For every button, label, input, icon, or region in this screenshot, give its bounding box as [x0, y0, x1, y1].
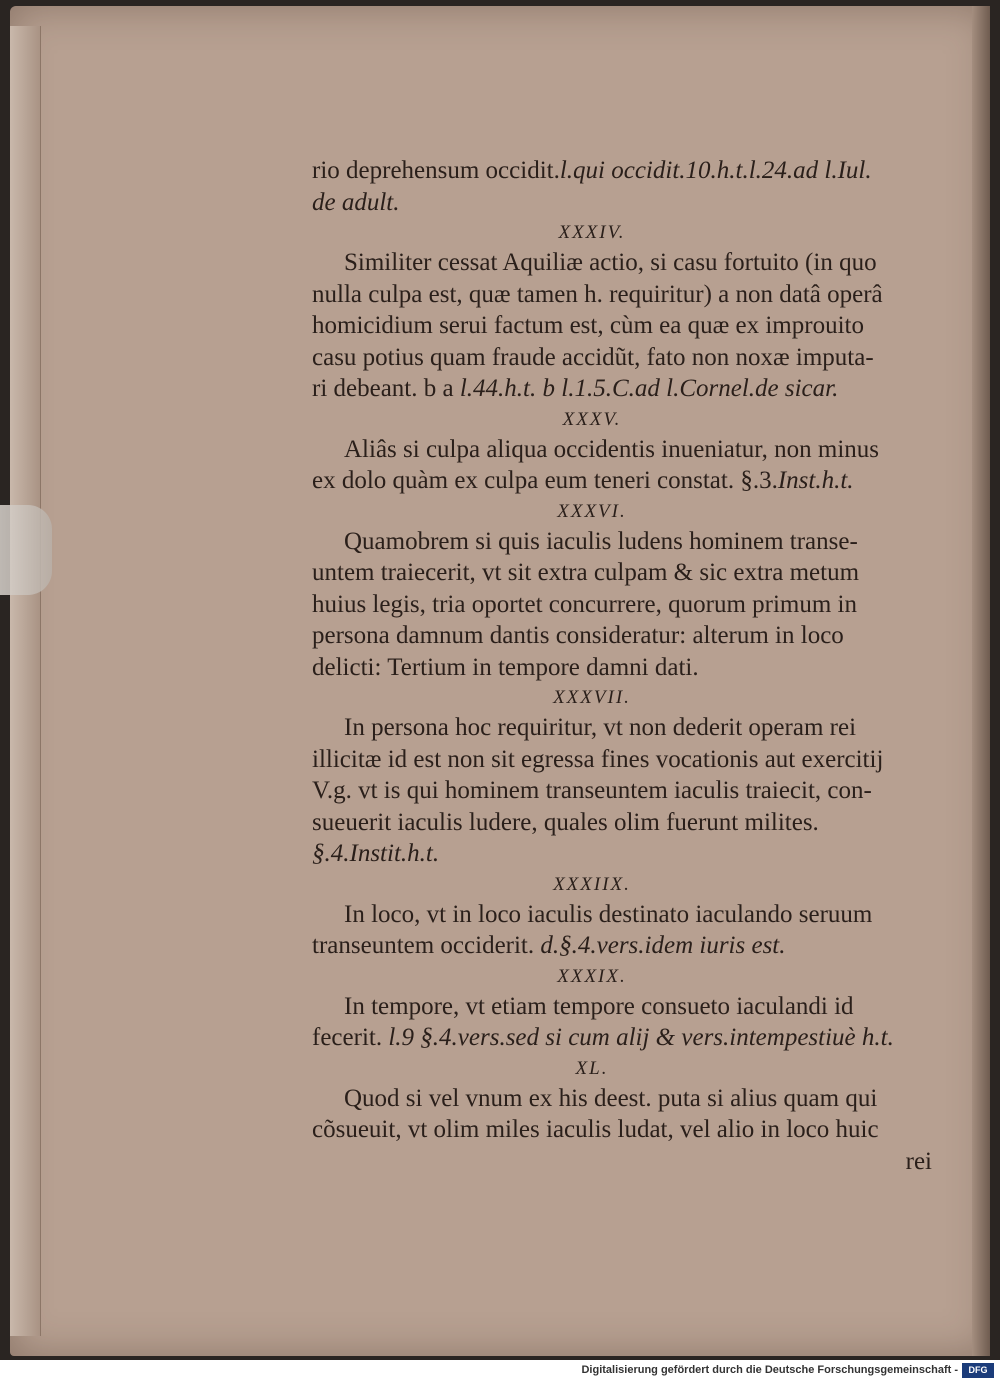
dfg-logo-icon: DFG: [962, 1363, 994, 1378]
text-line: transeuntem occiderit. d.§.4.vers.idem iuris est.: [312, 932, 786, 959]
text-line: Quamobrem si quis iaculis ludens hominem transe-: [344, 527, 858, 555]
text-line: Quod si vel vnum ex his deest. puta si alius quam qui: [344, 1084, 878, 1112]
page-left-edge: [10, 26, 41, 1336]
page-right-edge: [972, 6, 990, 1356]
text-line: fecerit. l.9 §.4.vers.sed si cum alij & vers.intempestiuè h.t.: [312, 1024, 894, 1051]
text-line: In loco, vt in loco iaculis destinato iaculando seruum: [344, 900, 873, 928]
section-heading: XXXIX.: [557, 965, 627, 987]
text-line: nulla culpa est, quæ tamen h. requiritur) a non datâ operâ: [312, 280, 883, 308]
text-line: sueuerit iaculis ludere, quales olim fuerunt milites.: [312, 808, 819, 836]
page-clip: [0, 505, 52, 595]
text-line: huius legis, tria oportet concurrere, quorum primum in: [312, 590, 858, 618]
section-heading: XXXIIX.: [553, 873, 631, 895]
text-line: Aliâs si culpa aliqua occidentis inueniatur, non minus: [344, 435, 879, 463]
text-line: In tempore, vt etiam tempore consueto iaculandi id: [344, 992, 854, 1020]
section-heading: XXXV.: [562, 408, 622, 430]
text-line: V.g. vt is qui hominem transeuntem iaculis traiecit, con-: [312, 777, 872, 804]
text-line: casu potius quam fraude accidũt, fato non noxæ imputa-: [312, 343, 874, 371]
text-line: Similiter cessat Aquiliæ actio, si casu fortuito (in quo: [344, 249, 877, 276]
text-line: persona damnum dantis consideratur: alterum in loco: [312, 622, 844, 649]
page-text: [312, 155, 932, 1177]
text-line: cõsueuit, vt olim miles iaculis ludat, vel alio in loco huic: [312, 1116, 879, 1143]
section-heading: XXXIV.: [558, 222, 626, 243]
section-heading: XXXVII.: [553, 687, 631, 708]
text-line: de adult.: [312, 188, 400, 216]
text-line: In persona hoc requiritur, vt non dederit operam rei: [344, 714, 857, 741]
funding-notice: Digitalisierung gefördert durch die Deutsche Forschungsgemeinschaft -: [581, 1364, 958, 1376]
footer-bar: [0, 1360, 1000, 1382]
text-line: homicidium serui factum est, cùm ea quæ ex improuito: [312, 312, 864, 339]
text-line: ex dolo quàm ex culpa eum teneri constat. §.3.Inst.h.t.: [312, 467, 854, 494]
text-line: §.4.Instit.h.t.: [312, 840, 440, 867]
section-heading: XXXVI.: [557, 500, 627, 522]
section-heading: XL.: [575, 1057, 609, 1079]
text-line: untem traiecerit, vt sit extra culpam & sic extra metum: [312, 559, 860, 586]
text-line: illicitæ id est non sit egressa fines vocationis aut exercitij: [312, 745, 884, 773]
catchword: rei: [905, 1147, 932, 1175]
text-line: ri debeant. b a l.44.h.t. b l.1.5.C.ad l.Cornel.de sicar.: [312, 375, 839, 402]
text-line: rio deprehensum occidit.l.qui occidit.10.h.t.l.24.ad l.Iul.: [312, 157, 872, 184]
text-line: delicti: Tertium in tempore damni dati.: [312, 653, 699, 681]
